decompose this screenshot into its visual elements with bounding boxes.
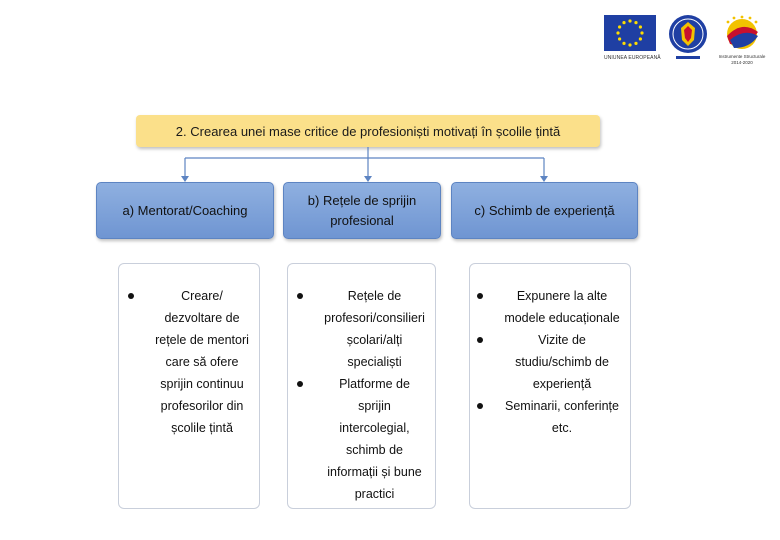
bullet-icon	[297, 381, 303, 387]
branch-retele: b) Rețele de sprijin profesional	[283, 182, 441, 239]
list-item-text: Rețele de profesori/consilieri școlari/alți specialiști	[324, 289, 425, 369]
detail-box-schimb	[469, 263, 631, 509]
bullet-icon	[128, 293, 134, 299]
bullet-icon	[297, 293, 303, 299]
eu-caption: UNIUNEA EUROPEANĂ	[604, 55, 661, 61]
branch-mentorat: a) Mentorat/Coaching	[96, 182, 274, 239]
list-item	[153, 285, 251, 439]
list-item	[502, 329, 622, 395]
bullet-icon	[477, 403, 483, 409]
detail-box-retele	[287, 263, 436, 509]
list-item-text: Seminarii, conferințe etc.	[505, 399, 619, 435]
branch-schimb: c) Schimb de experiență	[451, 182, 638, 239]
detail-box-mentorat	[118, 263, 260, 509]
partner-caption: Instrumente Structurale 2014-2020	[718, 54, 766, 65]
list-item-text: Creare/ dezvoltare de rețele de mentori care să ofere sprijin continuu profesorilor din școlile țintă	[155, 289, 249, 435]
bullet-icon	[477, 337, 483, 343]
list-item	[322, 285, 427, 373]
list-item	[502, 395, 622, 439]
list-item	[502, 285, 622, 329]
list-item-text: Platforme de sprijin intercolegial, schimb de informații și bune practici	[327, 377, 422, 501]
list-item-text: Expunere la alte modele educaționale	[504, 289, 620, 325]
list-item	[322, 373, 427, 505]
bullet-icon	[477, 293, 483, 299]
diagram-title: 2. Crearea unei mase critice de profesioniști motivați în școlile țintă	[136, 115, 600, 147]
list-item-text: Vizite de studiu/schimb de experiență	[515, 333, 609, 391]
